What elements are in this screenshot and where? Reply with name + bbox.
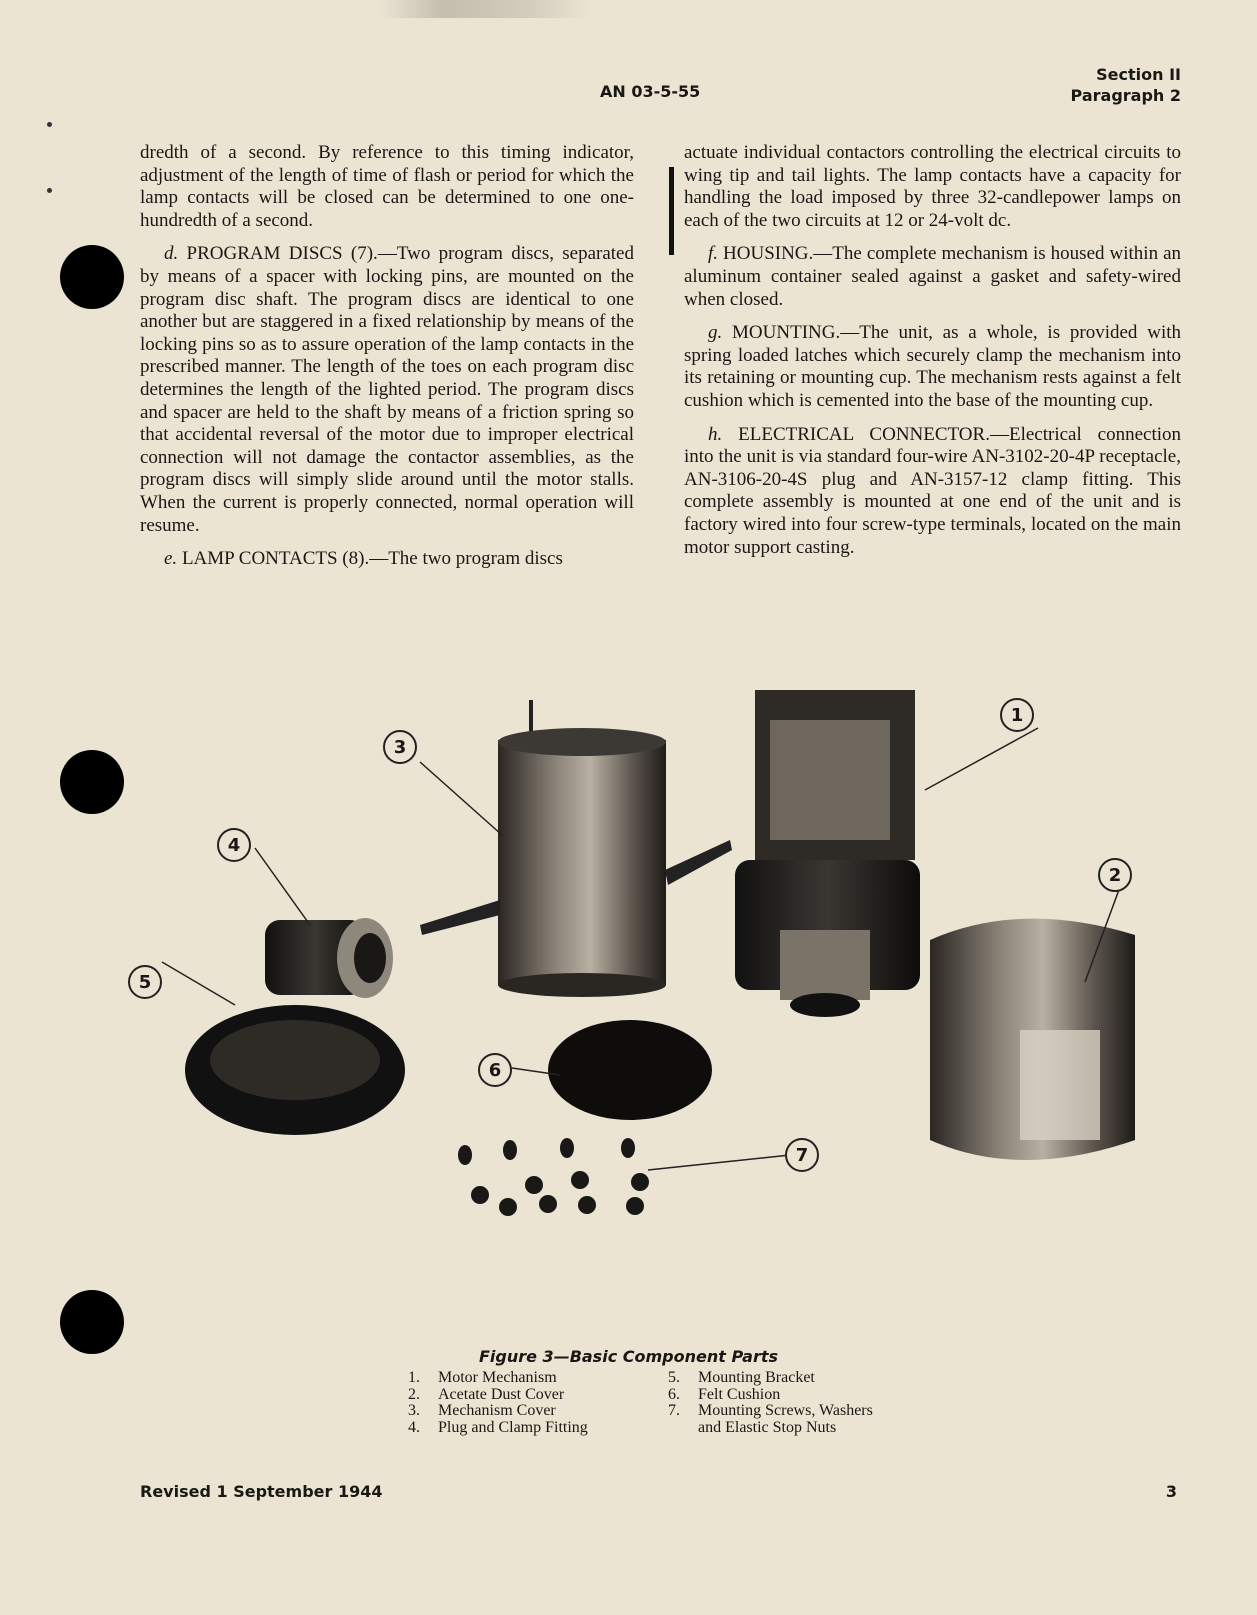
legend-label: Plug and Clamp Fitting bbox=[438, 1418, 588, 1436]
callout-5: 5 bbox=[128, 965, 162, 999]
item-title: HOUSING. bbox=[718, 243, 814, 265]
plug-clamp-fitting bbox=[265, 918, 393, 998]
paragraph-label: Paragraph 2 bbox=[1070, 86, 1181, 105]
legend-number: 4. bbox=[408, 1418, 420, 1436]
legend-label: Mechanism Cover bbox=[438, 1402, 556, 1419]
legend-item bbox=[408, 1403, 588, 1420]
section-header bbox=[1071, 64, 1181, 106]
page-number: 3 bbox=[1165, 1482, 1177, 1501]
component-photo bbox=[120, 660, 1180, 1260]
figure-caption: Figure 3—Basic Component Parts bbox=[478, 1347, 779, 1366]
paragraph-housing bbox=[684, 243, 1181, 311]
paragraph-continued: dredth of a second. By reference to this timing indicator, adjustment of the length of time of flash or period for which the lamp contacts will be closed can be determined to one one-hundredth of a second. bbox=[140, 142, 634, 231]
right-column bbox=[684, 142, 1181, 570]
legend-number: 6. bbox=[668, 1385, 680, 1403]
item-letter: d. bbox=[164, 243, 179, 265]
item-text: —Two program discs, separated by means of a spacer with locking pins, are mounted on the program disc shaft. The program discs are identical to one another but are staggered in a fixed relationship by means of the locking pins so as to assure operation of the lamp contacts in the prescribed manner. The length of the toes on each program disc determines the length of the lighted period. The program discs and spacer are held to the shaft by means of a friction spring so that accidental reversal of the motor due to improper electrical connection will not damage the contactor assemblies, as the program discs will simply slide around until the motor stalls. When the current is properly connected, normal operation will resume. bbox=[140, 243, 634, 536]
legend-label: Acetate Dust Cover bbox=[438, 1385, 565, 1403]
callout-2: 2 bbox=[1098, 858, 1132, 892]
legend-number: 5. bbox=[668, 1369, 680, 1386]
item-letter: g. bbox=[708, 322, 723, 344]
section-label: Section II bbox=[1096, 65, 1181, 84]
item-text: —The unit, as a whole, is provided with spring loaded latches which securely clamp the mechanism into its retaining or mounting cup. The mechanism rests against a felt cushion which is cemented into the base of the mounting cup. bbox=[684, 322, 1181, 411]
legend-number: 2. bbox=[408, 1385, 420, 1403]
left-column bbox=[140, 142, 634, 582]
scan-artifact bbox=[380, 0, 590, 18]
punch-hole bbox=[60, 245, 124, 309]
components-illustration bbox=[120, 660, 1180, 1260]
paragraph-mounting bbox=[684, 322, 1181, 412]
item-title: MOUNTING. bbox=[722, 322, 841, 344]
binder-mark bbox=[47, 122, 52, 127]
item-title: PROGRAM DISCS (7). bbox=[178, 243, 378, 265]
felt-cushion bbox=[548, 1020, 712, 1120]
item-title: LAMP CONTACTS (8). bbox=[177, 548, 370, 570]
mechanism-cover bbox=[420, 700, 732, 997]
legend-label: and Elastic Stop Nuts bbox=[698, 1418, 837, 1436]
item-letter: f. bbox=[708, 243, 719, 265]
item-text: —The two program discs bbox=[369, 548, 563, 570]
item-letter: h. bbox=[708, 423, 723, 445]
legend-item bbox=[668, 1387, 873, 1404]
item-text: —The complete mechanism is housed within an aluminum container sealed against a gasket and safety-wired when closed. bbox=[684, 243, 1182, 310]
binder-mark bbox=[47, 188, 52, 193]
legend-label: Mounting Bracket bbox=[698, 1369, 815, 1386]
legend-label: Felt Cushion bbox=[698, 1385, 781, 1403]
paragraph-program-discs bbox=[140, 243, 634, 537]
paragraph-lamp-contacts bbox=[140, 548, 634, 571]
legend-item bbox=[408, 1387, 588, 1404]
callout-7: 7 bbox=[785, 1138, 819, 1172]
punch-hole bbox=[60, 1290, 124, 1354]
legend-item bbox=[408, 1420, 588, 1437]
legend-number: 1. bbox=[408, 1369, 420, 1386]
legend-number: 3. bbox=[408, 1402, 420, 1419]
revision-bar bbox=[669, 167, 674, 255]
legend-item bbox=[408, 1370, 588, 1387]
item-letter: e. bbox=[164, 548, 178, 570]
mounting-bracket bbox=[185, 1005, 405, 1135]
punch-hole bbox=[60, 750, 124, 814]
callout-3: 3 bbox=[383, 730, 417, 764]
figure-legend-right bbox=[668, 1370, 873, 1436]
acetate-dust-cover bbox=[930, 919, 1135, 1160]
revision-date: Revised 1 September 1944 bbox=[140, 1482, 383, 1501]
legend-item bbox=[668, 1403, 873, 1420]
callout-4: 4 bbox=[217, 828, 251, 862]
legend-label: Motor Mechanism bbox=[438, 1369, 557, 1386]
legend-label: Mounting Screws, Washers bbox=[698, 1402, 873, 1419]
legend-item bbox=[668, 1370, 873, 1387]
legend-number bbox=[668, 1420, 698, 1437]
callout-1: 1 bbox=[1000, 698, 1034, 732]
figure-legend-left bbox=[408, 1370, 588, 1436]
callout-6: 6 bbox=[478, 1053, 512, 1087]
screws-washers-nuts bbox=[458, 1138, 649, 1216]
paragraph-continued: actuate individual contactors controlling the electrical circuits to wing tip and tail lights. The lamp contacts have a capacity for handling the load imposed by three 32-candlepower lamps on each of the two circuits at 12 or 24-volt dc. bbox=[684, 142, 1181, 231]
paragraph-electrical-connector bbox=[684, 424, 1181, 560]
legend-item bbox=[668, 1420, 873, 1437]
document-number: AN 03-5-55 bbox=[600, 82, 701, 101]
item-title: ELECTRICAL CONNECTOR. bbox=[722, 423, 990, 445]
motor-mechanism bbox=[735, 690, 920, 1017]
item-text: —Electrical connection into the unit is via standard four-wire AN-3102-20-4P receptacle, AN-3106-20-4S plug and AN-3157-12 clamp fitting. This complete assembly is mounted at one end of the unit and is factory wired into four screw-type terminals, located on the main motor support casting. bbox=[684, 423, 1182, 558]
legend-number: 7. bbox=[668, 1402, 680, 1419]
